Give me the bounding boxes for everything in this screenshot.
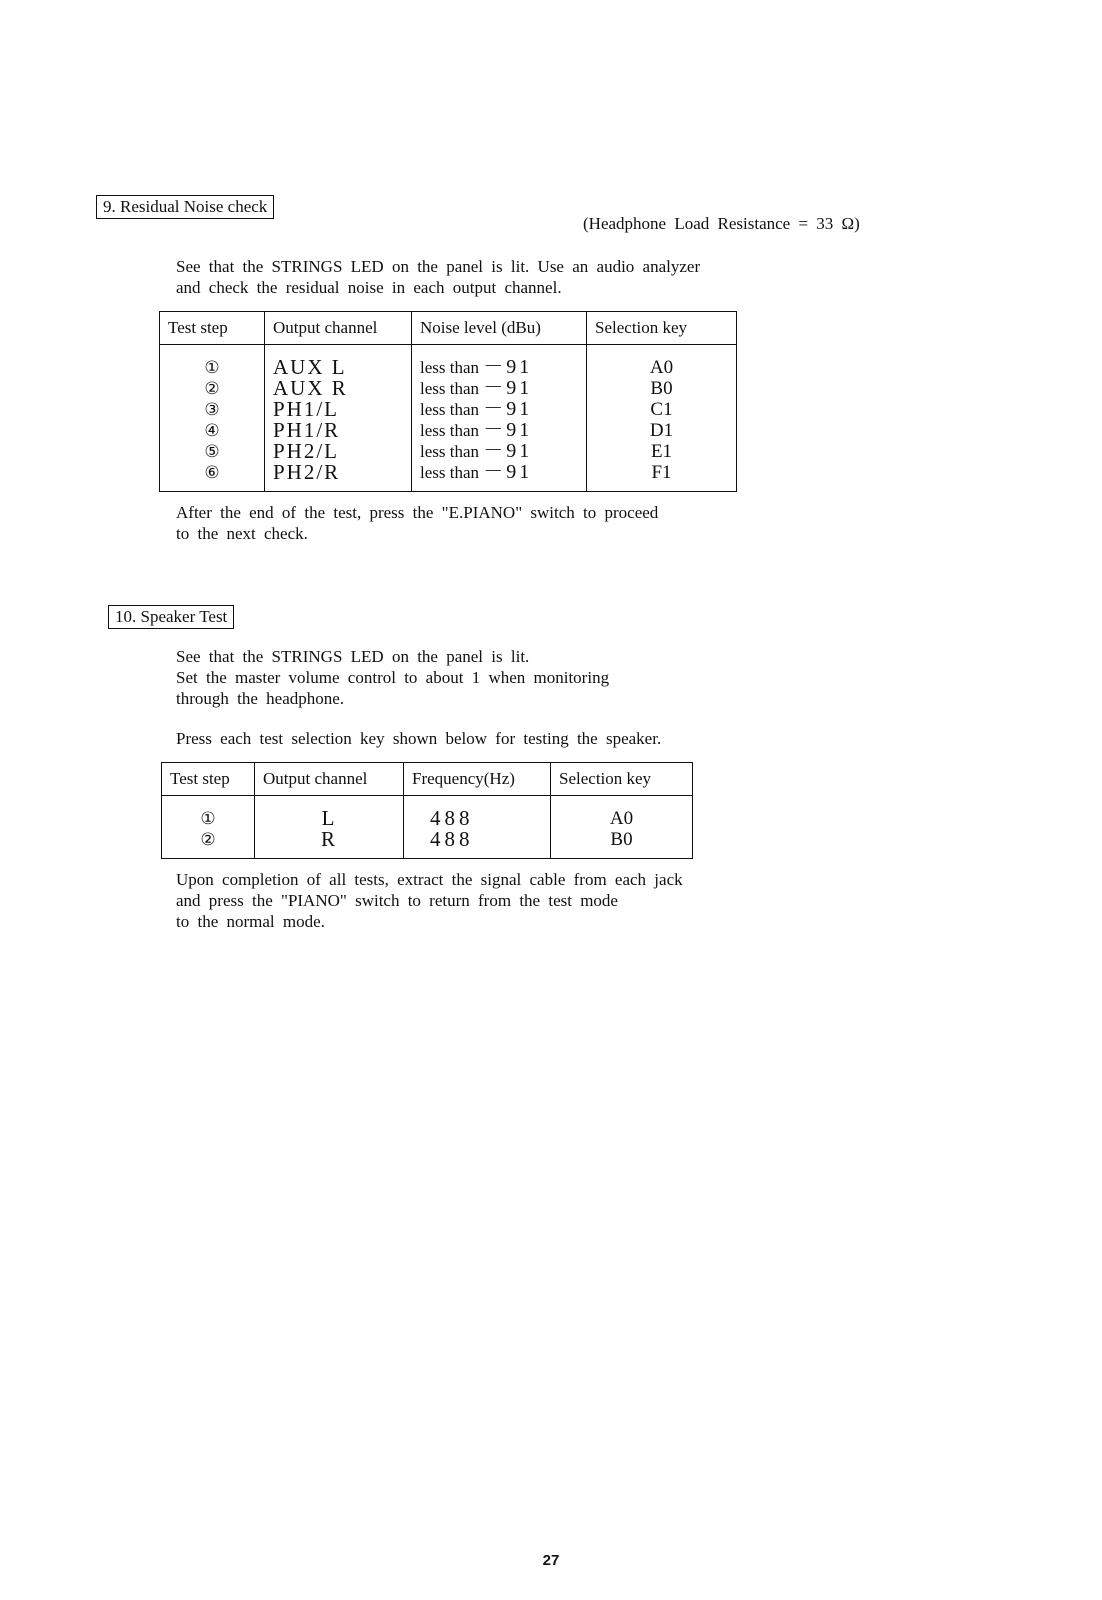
noise-prefix: less than (420, 358, 480, 377)
test-step: ⑥ (204, 463, 220, 482)
section-9-heading: 9. Residual Noise check (96, 195, 274, 219)
selection-key: C1 (650, 399, 673, 420)
table-header-row (160, 312, 737, 345)
test-step: ④ (204, 421, 220, 440)
test-step-column (160, 345, 265, 492)
test-step: ① (204, 358, 220, 377)
test-step: ① (200, 809, 216, 828)
output-channel: PH2/L (273, 439, 340, 463)
noise-level (420, 420, 578, 441)
test-step: ⑤ (204, 442, 220, 461)
output-channel: AUX L (273, 355, 347, 379)
section-10-outro-line-2: and press the "PIANO" switch to return from the test mode (176, 891, 618, 910)
section-10-instruction: Press each test selection key shown below for testing the speaker. (176, 729, 662, 748)
noise-level-column (412, 345, 587, 492)
noise-value: －91 (483, 440, 533, 462)
test-step: ③ (204, 400, 220, 419)
headphone-load-note: (Headphone Load Resistance = 33 Ω) (583, 214, 860, 233)
output-channel-column (255, 796, 404, 859)
output-channel: R (320, 827, 337, 851)
section-10-intro-line-1: See that the STRINGS LED on the panel is lit. (176, 647, 530, 666)
col-header-output-channel: Output channel (255, 763, 404, 796)
noise-level (420, 378, 578, 399)
col-header-selection-key: Selection key (551, 763, 693, 796)
col-header-output-channel: Output channel (265, 312, 412, 345)
noise-value: －91 (483, 461, 533, 483)
noise-value: －91 (483, 356, 533, 378)
speaker-test-table (161, 762, 693, 859)
test-step: ② (200, 830, 216, 849)
section-10-intro-line-2: Set the master volume control to about 1 when monitoring (176, 668, 610, 687)
output-channel-column (265, 345, 412, 492)
frequency-column (404, 796, 551, 859)
col-header-frequency: Frequency(Hz) (404, 763, 551, 796)
frequency: 488 (430, 806, 474, 830)
noise-level (420, 441, 578, 462)
frequency: 488 (430, 827, 474, 851)
selection-key: B0 (650, 378, 673, 399)
selection-key-column (587, 345, 737, 492)
test-step: ② (204, 379, 220, 398)
output-channel: PH1/R (273, 418, 341, 442)
col-header-selection-key: Selection key (587, 312, 737, 345)
noise-value: －91 (483, 398, 533, 420)
noise-prefix: less than (420, 442, 480, 461)
table-body-row (162, 796, 693, 859)
noise-value: －91 (483, 377, 533, 399)
table-body-row (160, 345, 737, 492)
selection-key: F1 (651, 462, 672, 483)
page-number: 27 (542, 1552, 560, 1569)
selection-key: A0 (649, 357, 674, 378)
test-step-column (162, 796, 255, 859)
noise-prefix: less than (420, 463, 480, 482)
selection-key: E1 (650, 441, 673, 462)
section-9-intro-line-1: See that the STRINGS LED on the panel is lit. Use an audio analyzer (176, 257, 701, 276)
selection-key: D1 (649, 420, 674, 441)
col-header-test-step: Test step (160, 312, 265, 345)
output-channel: AUX R (273, 376, 348, 400)
section-10-intro-line-3: through the headphone. (176, 689, 345, 708)
section-9-outro-line-2: to the next check. (176, 524, 308, 543)
col-header-noise-level: Noise level (dBu) (412, 312, 587, 345)
noise-value: －91 (483, 419, 533, 441)
residual-noise-table (159, 311, 737, 492)
section-9-outro-line-1: After the end of the test, press the "E.PIANO" switch to proceed (176, 503, 659, 522)
noise-level (420, 357, 578, 378)
col-header-test-step: Test step (162, 763, 255, 796)
section-9-intro-line-2: and check the residual noise in each output channel. (176, 278, 562, 297)
noise-prefix: less than (420, 400, 480, 419)
section-10-outro-line-3: to the normal mode. (176, 912, 325, 931)
output-channel: PH1/L (273, 397, 340, 421)
selection-key: B0 (610, 829, 633, 850)
section-10-heading: 10. Speaker Test (108, 605, 234, 629)
noise-prefix: less than (420, 379, 480, 398)
output-channel: L (321, 806, 337, 830)
noise-level (420, 462, 578, 483)
noise-prefix: less than (420, 421, 480, 440)
output-channel: PH2/R (273, 460, 341, 484)
table-header-row (162, 763, 693, 796)
section-10-outro-line-1: Upon completion of all tests, extract the signal cable from each jack (176, 870, 683, 889)
selection-key: A0 (609, 808, 634, 829)
noise-level (420, 399, 578, 420)
selection-key-column (551, 796, 693, 859)
